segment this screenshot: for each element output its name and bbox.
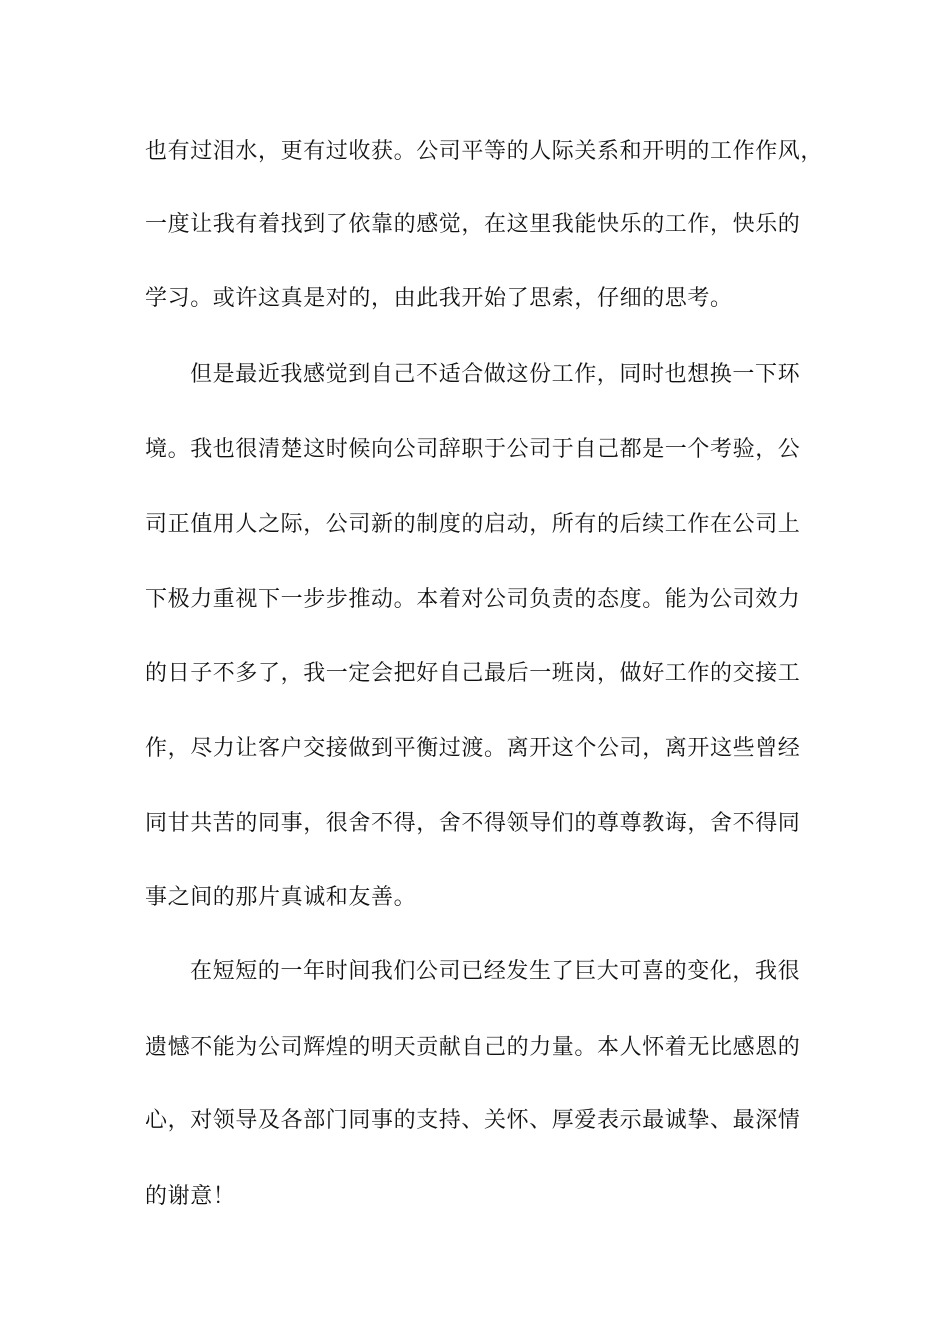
text-line: 司正值用人之际，公司新的制度的启动，所有的后续工作在公司上 [145,512,801,537]
text-line: 作，尽力让客户交接做到平衡过渡。离开这个公司，离开这些曾经 [145,736,801,761]
text-line: 也有过泪水，更有过收获。公司平等的人际关系和开明的工作作风， [145,139,824,164]
text-line: 在短短的一年时间我们公司已经发生了巨大可喜的变化，我很 [190,959,801,984]
text-line: 学习。或许这真是对的，由此我开始了思索，仔细的思考。 [145,286,733,311]
text-line: 境。我也很清楚这时候向公司辞职于公司于自己都是一个考验，公 [145,437,801,462]
text-line: 的日子不多了，我一定会把好自己最后一班岗，做好工作的交接工 [145,661,801,686]
text-line: 心，对领导及各部门同事的支持、关怀、厚爱表示最诚挚、最深情 [145,1108,801,1133]
text-line: 同甘共苦的同事，很舍不得，舍不得领导们的尊尊教诲，舍不得同 [145,811,801,836]
text-line: 遗憾不能为公司辉煌的明天贡献自己的力量。本人怀着无比感恩的 [145,1035,801,1060]
text-line: 但是最近我感觉到自己不适合做这份工作，同时也想换一下环 [190,362,801,387]
text-line: 的谢意！ [145,1184,236,1209]
text-line: 一度让我有着找到了依靠的感觉，在这里我能快乐的工作，快乐的 [145,212,801,237]
text-line: 事之间的那片真诚和友善。 [145,885,417,910]
text-line: 下极力重视下一步步推动。本着对公司负责的态度。能为公司效力 [145,587,801,612]
